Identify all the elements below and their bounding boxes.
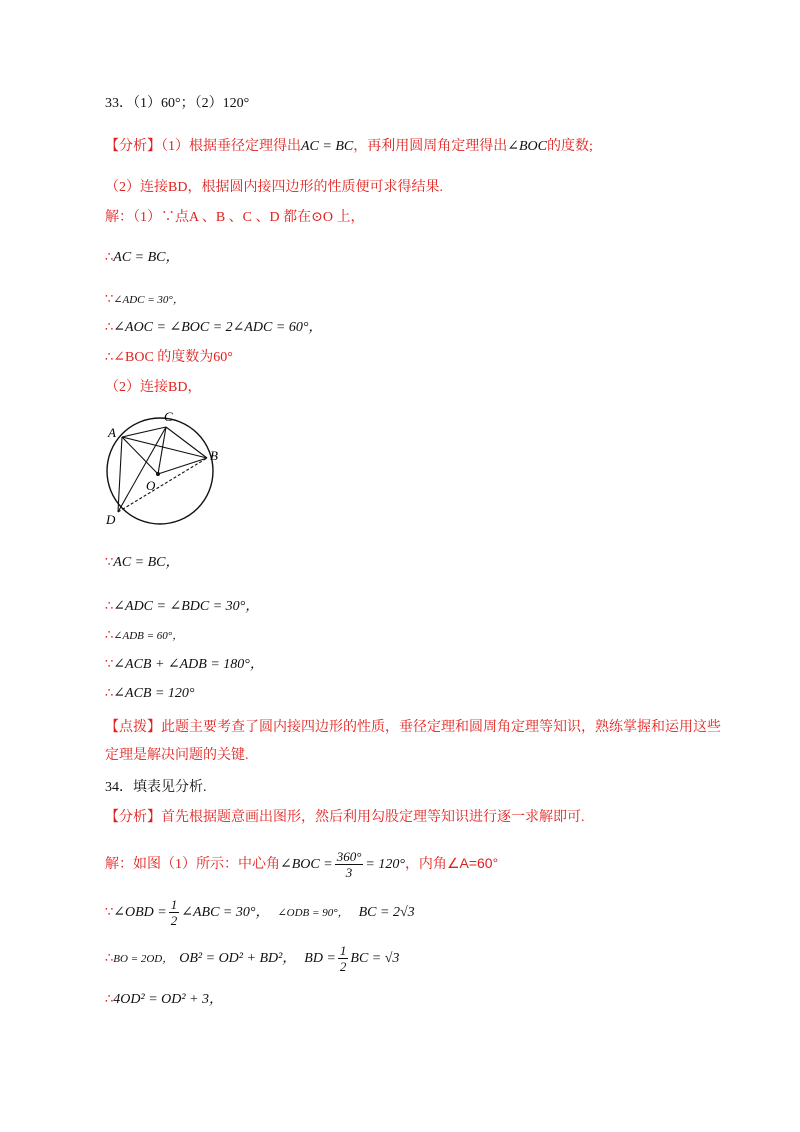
q33-sol-2-line1: ∵AC = BC， — [105, 555, 180, 570]
because-symbol: ∵ — [105, 292, 114, 307]
analysis-tag: 【分析】 — [105, 139, 161, 154]
fraction: $\frac{1}{2}$ — [339, 943, 347, 975]
therefore-symbol: ∴ — [105, 250, 114, 265]
therefore-symbol: ∴ — [105, 628, 114, 643]
because-symbol: ∵ — [105, 905, 114, 920]
q33-sol-2-line2: ∴∠ADC = ∠BDC = 30°， — [105, 599, 260, 614]
therefore-symbol: ∴ — [105, 599, 114, 614]
tip-tag: 【点拨】 — [105, 720, 161, 735]
q34-analysis: 【分析】首先根据题意画出图形，然后利用勾股定理等知识进行逐一求解即可. — [105, 810, 585, 825]
q33-sol-1-intro: 解：（1）∵点A 、B 、C 、D 都在⊙O 上， — [105, 210, 365, 225]
q33-sol-1-line4: ∴∠BOC 的度数为60° — [105, 350, 233, 365]
q33-header: 33．（1）60°；（2）120° — [105, 96, 250, 111]
therefore-symbol: ∴ — [105, 686, 114, 701]
q33-analysis: 【分析】（1）根据垂径定理得出AC = BC，再利用圆周角定理得出∠BOC的度数; — [105, 139, 593, 154]
q33-sol-2-intro: （2）连接BD， — [105, 380, 202, 395]
label-c: C — [164, 409, 173, 424]
label-o: O — [146, 478, 156, 493]
therefore-symbol: ∴ — [105, 350, 114, 365]
circle-o — [107, 418, 213, 524]
q33-sol-1-line1: ∴AC = BC， — [105, 250, 180, 265]
fraction: $\frac{360^\circ}{3}$ — [336, 849, 362, 881]
analysis-tag: 【分析】 — [105, 810, 161, 825]
q34-header: 34．填表见分析. — [105, 780, 207, 795]
q33-sol-2-line4: ∵∠ACB + ∠ADB = 180°， — [105, 657, 264, 672]
therefore-symbol: ∴ — [105, 992, 114, 1007]
label-d: D — [106, 512, 116, 527]
q33-sol-2-line5: ∴∠ACB = 120° — [105, 686, 195, 701]
q34-line3: ∴4OD² = OD² + 3， — [105, 992, 224, 1007]
therefore-symbol: ∴ — [105, 320, 114, 335]
q33-analysis-2: （2）连接BD，根据圆内接四边形的性质便可求得结果. — [105, 180, 443, 195]
q33-sol-1-line2: ∵∠ADC = 30°， — [105, 292, 184, 307]
therefore-symbol: ∴ — [105, 951, 114, 966]
q34-line2: ∴BO = 2OD， OB² = OD² + BD²， BD = $\frac{1}{2}$ BC = √3 — [105, 943, 400, 975]
label-b: B — [210, 448, 218, 463]
q34-sol-intro: 解：如图（1）所示：中心角∠BOC = $\frac{360^\circ}{3}$ = 120°，内角∠A=60° — [105, 849, 499, 881]
label-a: A — [108, 425, 116, 440]
q33-sol-2-line3: ∴∠ADB = 60°， — [105, 628, 184, 643]
fraction: $\frac{1}{2}$ — [170, 897, 178, 929]
q34-line1: ∵∠OBD = $\frac{1}{2}$ ∠ABC = 30°， ∠ODB = 90°， BC = 2√3 — [105, 897, 415, 929]
q33-sol-1-line3: ∴∠AOC = ∠BOC = 2∠ADC = 60°， — [105, 320, 323, 335]
q33-tip-2: 定理是解决问题的关键. — [105, 748, 249, 763]
q33-tip: 【点拨】此题主要考查了圆内接四边形的性质，垂径定理和圆周角定理等知识，熟练掌握和运用这些 — [105, 720, 721, 735]
circle-geometry-figure — [100, 404, 230, 529]
arc-equation: AC = BC — [301, 139, 354, 154]
because-symbol: ∵ — [105, 657, 114, 672]
because-symbol: ∵ — [105, 555, 114, 570]
